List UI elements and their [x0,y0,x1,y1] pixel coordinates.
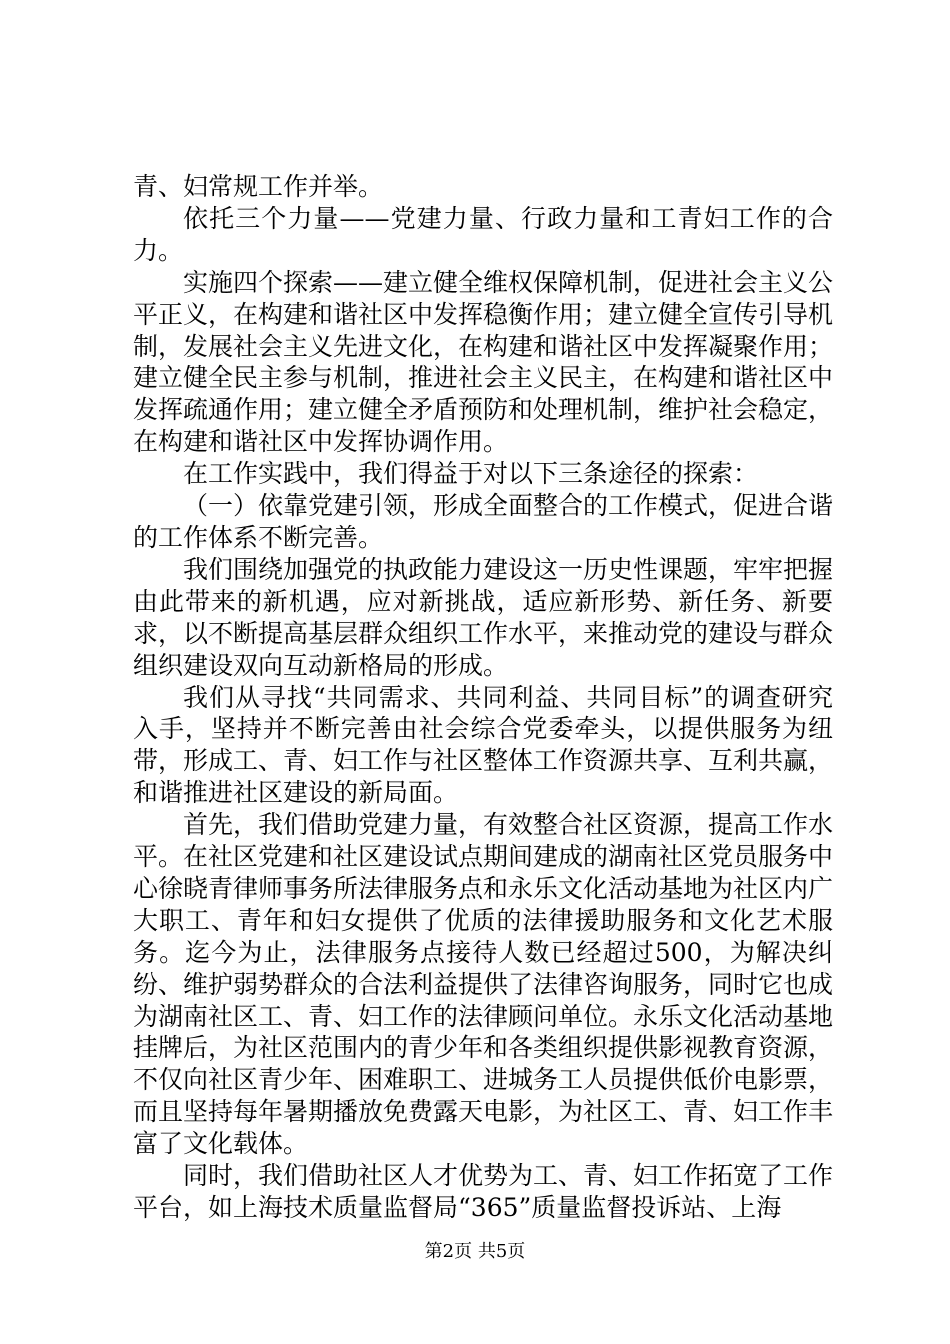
paragraph-1: 青、妇常规工作并举。 [133,172,384,201]
paragraph-2: 依托三个力量——党建力量、行政力量和工青妇工作的合力。 [133,203,833,265]
paragraph-5-section-heading: （一）依靠党建引领，形成全面整合的工作模式，促进合谐的工作体系不断完善。 [133,491,834,552]
paragraph-9: 同时，我们借助社区人才优势为工、青、妇工作拓宽了工作平台，如上海技术质量监督局“365”质量监督投诉站、上海 [133,1161,834,1222]
paragraph-3: 实施四个探索——建立健全维权保障机制，促进社会主义公平正义，在构建和谐社区中发挥稳衡作用；建立健全宣传引导机制，发展社会主义先进文化，在构建和谐社区中发挥凝聚作用；建立健全民主参与机制，推进社会主义民主，在构建和谐社区中发挥疏通作用；建立健全矛盾预防和处理机制，维护社会稳定，在构建和谐社区中发挥协调作用。 [133,267,834,457]
paragraph-8: 首先，我们借助党建力量，有效整合社区资源，提高工作水平。在社区党建和社区建设试点期间建成的湖南社区党员服务中心徐晓青律师事务所法律服务点和永乐文化活动基地为社区内广大职工、青年和妇女提供了优质的法律援助服务和文化艺术服务。迄今为止，法律服务点接待人数已经超过500，为解决纠纷、维护弱势群众的合法利益提供了法律咨询服务，同时它也成为湖南社区工、青、妇工作的法律顾问单位。永乐文化活动基地挂牌后，为社区范围内的青少年和各类组织提供影视教育资源，不仅向社区青少年、困难职工、进城务工人员提供低价电影票，而且坚持每年暑期播放免费露天电影，为社区工、青、妇工作丰富了文化载体。 [133,810,834,1159]
paragraph-4: 在工作实践中，我们得益于对以下三条途径的探索： [183,459,759,489]
paragraph-6: 我们围绕加强党的执政能力建设这一历史性课题，牢牢把握由此带来的新机遇，应对新挑战，适应新形势、新任务、新要求，以不断提高基层群众组织工作水平，来推动党的建设与群众组织建设双向互动新格局的形成。 [133,554,834,680]
page-number-label: 第2页 共5页 [424,1241,526,1262]
page-footer [0,1240,950,1264]
paragraph-7: 我们从寻找“共同需求、共同利益、共同目标”的调查研究入手，坚持并不断完善由社会综合党委牵头，以提供服务为纽带，形成工、青、妇工作与社区整体工作资源共享、互利共赢，和谐推进社区建设的新局面。 [133,682,834,808]
document-body [133,171,833,1224]
